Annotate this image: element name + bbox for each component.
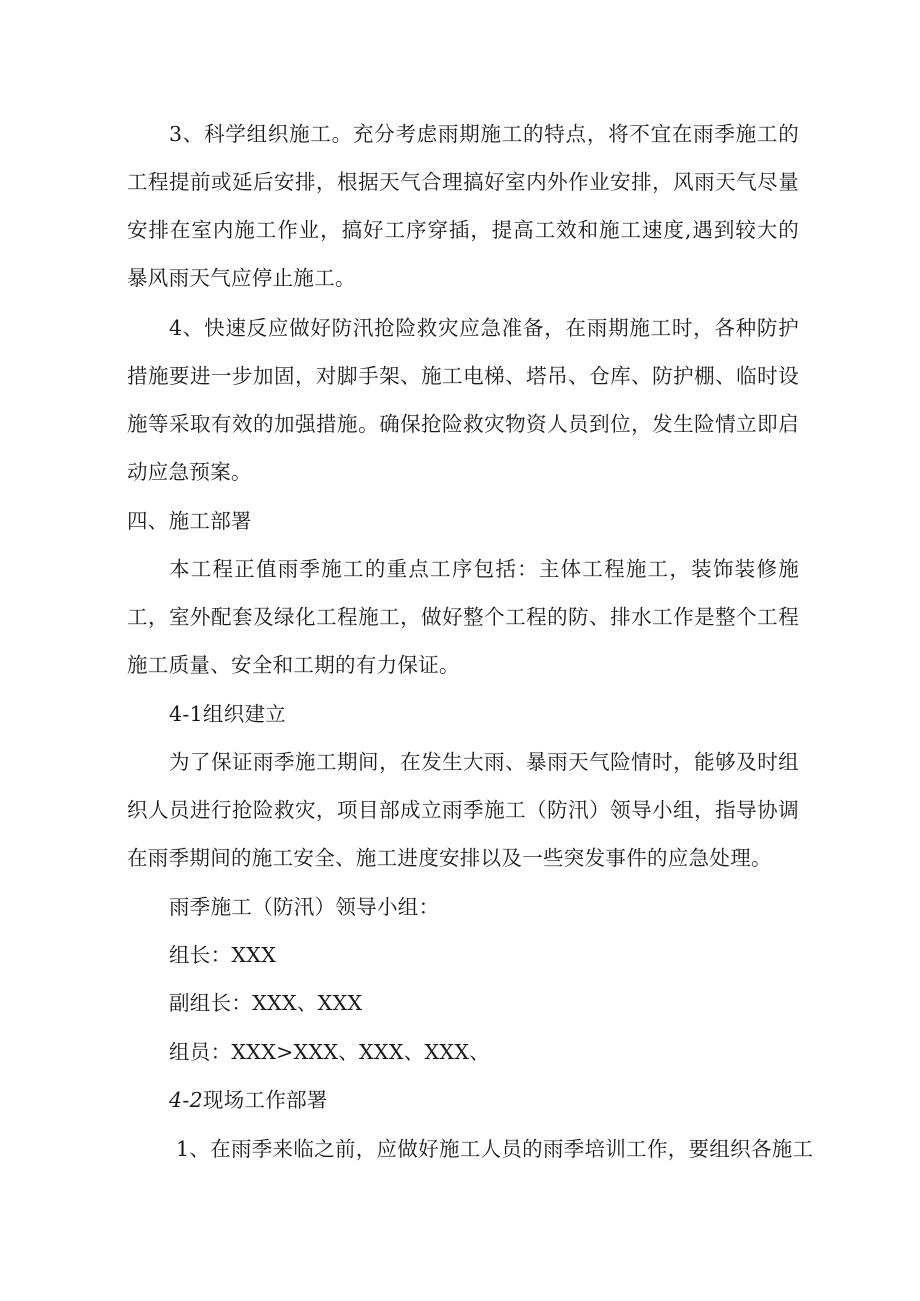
members-line: 组员：XXX>XXX、XXX、XXX、	[169, 1040, 491, 1064]
sub-heading-text: 现场工作部署	[202, 1088, 328, 1112]
sub-heading-organization: 4-1组织建立	[169, 702, 287, 726]
paragraph-site-item-1: 1、在雨季来临之前，应做好施工人员的雨季培训工作，要组织各施工	[176, 1137, 814, 1161]
paragraph-emergency-preparation: 4、快速反应做好防汛抢险救灾应急准备，在雨期施工时，各种防护措施要进一步加固，对脚手架、施工电梯、塔吊、仓库、防护棚、临时设施等采取有效的加强措施。确保抢险救灾物资人员到位，发生险情立即启动应急预案。	[127, 316, 799, 484]
paragraph-scientific-organization: 3、科学组织施工。充分考虑雨期施工的特点，将不宜在雨季施工的工程提前或延后安排，根据天气合理搞好室内外作业安排，风雨天气尽量安排在室内施工作业，搞好工序穿插，提高工效和施工速度,遇到较大的暴风雨天气应停止施工。	[127, 122, 799, 290]
sub-heading-site-deployment	[169, 1076, 328, 1124]
sub-heading-number: 4-2	[169, 1088, 203, 1112]
leader-line: 组长：XXX	[169, 943, 277, 967]
paragraph-key-processes: 本工程正值雨季施工的重点工序包括：主体工程施工，装饰装修施工，室外配套及绿化工程施工，做好整个工程的防、排水工作是整个工程施工质量、安全和工期的有力保证。	[127, 557, 799, 677]
group-title: 雨季施工（防汛）领导小组：	[169, 895, 440, 919]
paragraph-organization-setup: 为了保证雨季施工期间，在发生大雨、暴雨天气险情时，能够及时组织人员进行抢险救灾，项目部成立雨季施工（防汛）领导小组，指导协调在雨季期间的施工安全、施工进度安排以及一些突发事件的应急处理。	[127, 750, 799, 870]
deputy-leader-line: 副组长：XXX、XXX	[169, 991, 363, 1015]
section-heading-construction-deployment: 四、施工部署	[127, 509, 252, 533]
